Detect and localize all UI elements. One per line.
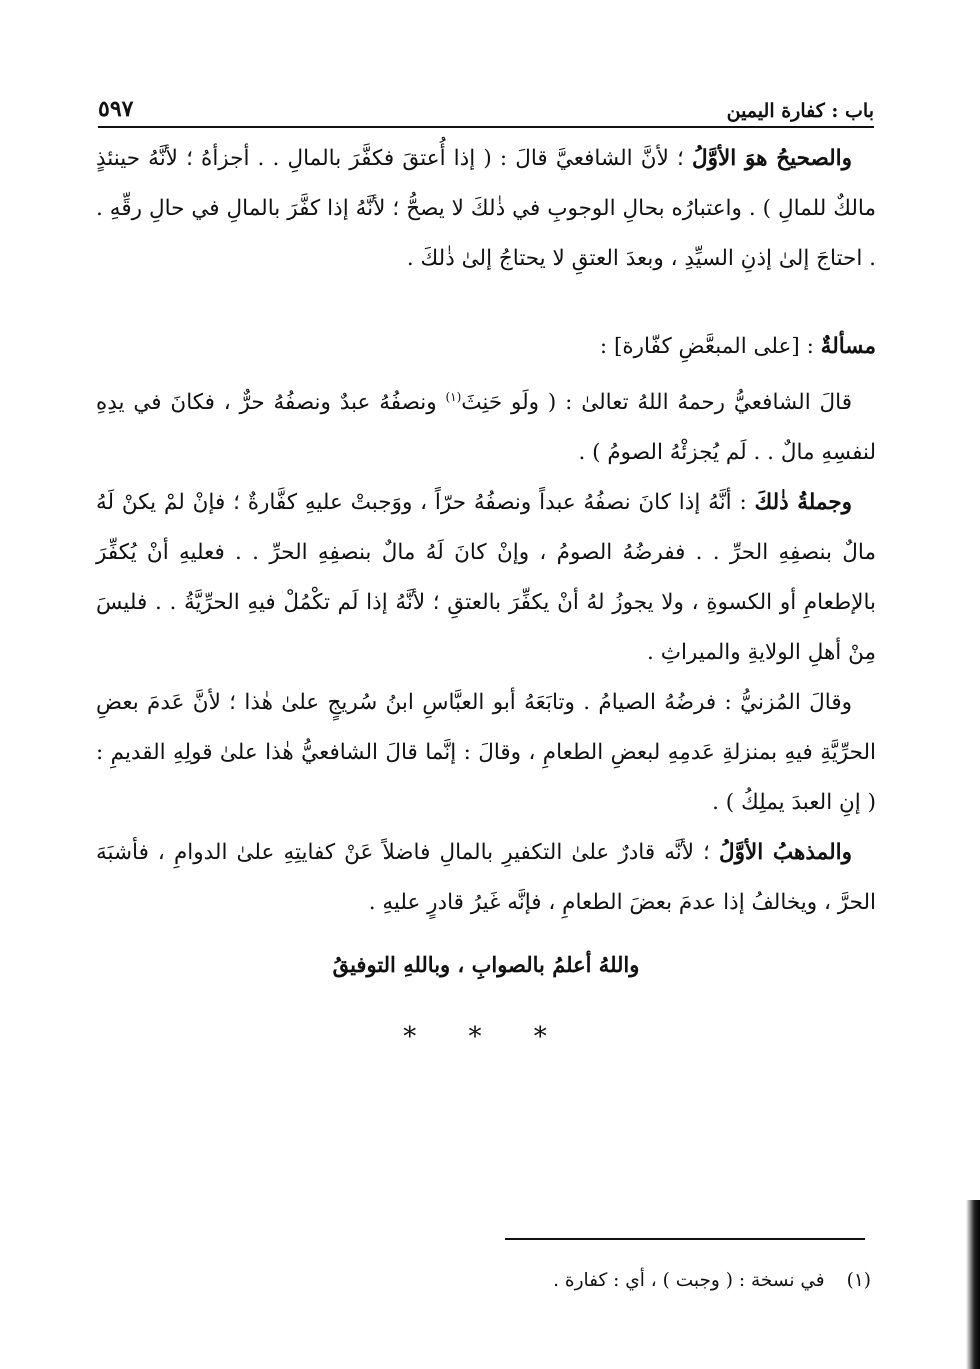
paragraph-3 — [96, 372, 876, 478]
paragraph-6 — [96, 828, 876, 928]
paragraph-5 — [96, 678, 876, 828]
paragraph-text: ؛ لأنَّه قادرٌ علىٰ التكفيرِ بالمالِ فاضلاً عَنْ كفايتِهِ علىٰ الدوامِ ، فأشبَهَ الحرَّ ، ويخالفُ إذا عدمَ بعضَ الطعامِ ، فإنَّه غَيرُ قادرٍ عليهِ . — [96, 840, 876, 916]
page-header — [98, 88, 874, 128]
section-heading-text: : [على المبعَّضِ كفّارة] : — [599, 334, 821, 359]
paragraph-text: قالَ الشافعيُّ رحمهُ اللهُ تعالىٰ : ( ولَو حَنِثَ — [461, 390, 852, 416]
section-heading-lead: مسألةٌ — [820, 334, 876, 359]
footnote-ref[interactable]: (١) — [445, 390, 462, 404]
page-edge-shadow — [966, 1200, 980, 1369]
body-text — [96, 134, 876, 928]
section-separator: * * * — [403, 1022, 569, 1052]
paragraph-lead: والصحيحُ هوَ الأوَّلُ — [691, 146, 853, 171]
footnote — [96, 1270, 871, 1291]
page-number: ٥٩٧ — [98, 96, 134, 122]
paragraph-text: ؛ لأنَّ الشافعيَّ قالَ : ( إذا أُعتقَ فكفَّرَ بالمالِ . . أجزأهُ ؛ لأنَّهُ حينئذٍ مالكٌ للمالِ ) . واعتبارُه بحالِ الوجوبِ في ذٰلكَ لا يصحُّ ؛ لأنَّهُ إذا كفَّرَ بالمالِ في حالِ رقِّهِ . . احتاجَ إلىٰ إذنِ السيِّدِ ، وبعدَ العتقِ لا يحتاجُ إلىٰ ذٰلكَ . — [96, 146, 876, 271]
footnote-number: (١) — [846, 1270, 871, 1291]
paragraph-1 — [96, 134, 876, 284]
footnote-divider — [505, 1238, 865, 1240]
footnote-text: في نسخة : ( وجبت ) ، أي : كفارة . — [553, 1270, 825, 1291]
running-title: باب : كفارة اليمين — [726, 100, 874, 122]
paragraph-text: وقالَ المُزنيُّ : فرضُهُ الصيامُ . وتابَعَهُ أبو العبَّاسِ ابنُ سُريجٍ علىٰ هٰذا ؛ لأنَّ عَدمَ بعضِ الحرِّيَّةِ فيهِ بمنزلةِ عَدمِهِ لبعضِ الطعامِ ، وقالَ : إنَّما قالَ الشافعيُّ هٰذا علىٰ قولِهِ القديمِ : ( إنِ العبدَ يملِكُ ) . — [96, 690, 876, 816]
section-heading — [96, 322, 876, 372]
closing-formula: واللهُ أعلمُ بالصوابِ ، وباللهِ التوفيقُ — [332, 952, 640, 977]
paragraph-text-after: ونصفُهُ عبدٌ ونصفُهُ حرٌّ ، فكانَ في يدِهِ لنفسِهِ مالٌ . . لَم يُجزئْهُ الصومُ ) . — [96, 390, 876, 466]
paragraph-4 — [96, 478, 876, 678]
paragraph-lead: والمذهبُ الأوَّلُ — [718, 840, 853, 866]
paragraph-text: : أنَّهُ إذا كانَ نصفُهُ عبداً ونصفُهُ حرّاً ، ووَجبتْ عليهِ كفَّارةٌ ؛ فإنْ لمْ يكنْ لَهُ مالٌ بنصفِهِ الحرِّ . . ففرضُهُ الصومُ ، وإنْ كانَ لَهُ مالٌ بنصفِهِ الحرِّ . . فعليهِ أنْ يُكفِّرَ بالإطعامِ أو الكسوةِ ، ولا يجوزُ لهُ أنْ يكفِّرَ بالعتقِ ؛ لأنَّهُ إذا لَم تكْمُلْ فيهِ الحرِّيَّةُ . . فليسَ مِنْ أهلِ الولايةِ والميراثِ . — [96, 490, 876, 666]
paragraph-lead: وجملةُ ذٰلكَ — [754, 490, 852, 516]
